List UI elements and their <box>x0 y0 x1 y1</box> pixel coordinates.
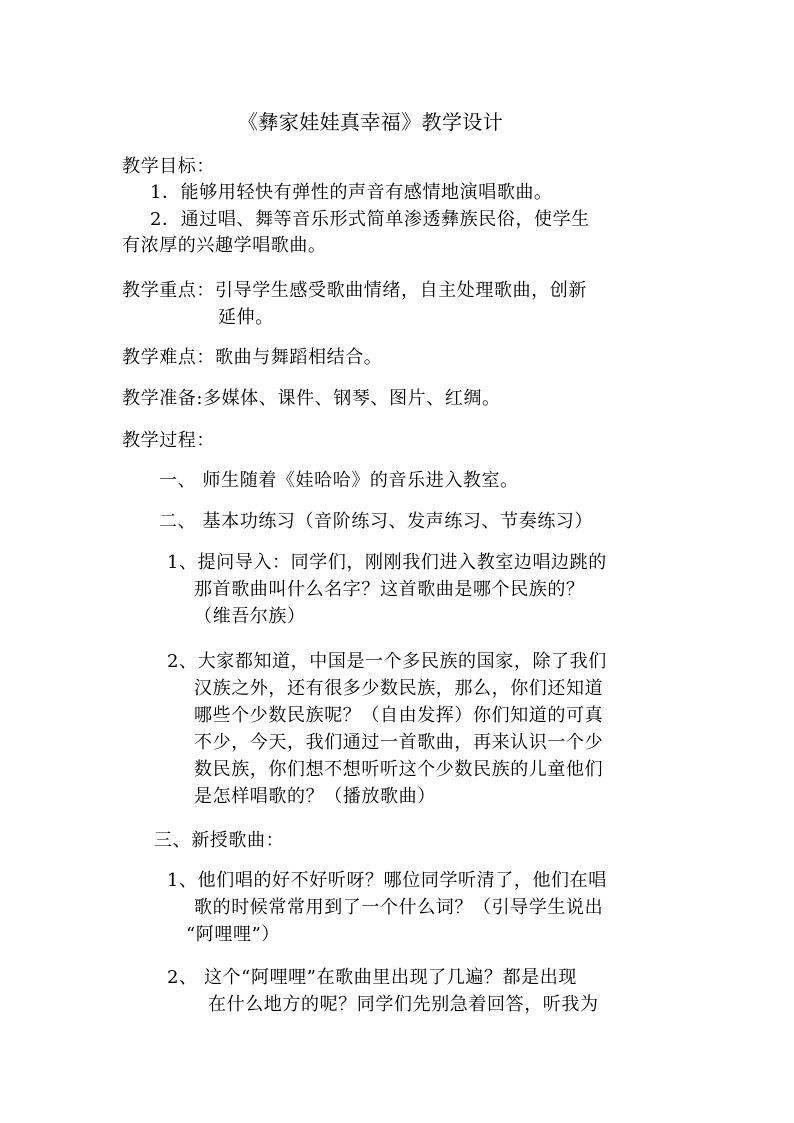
question-2-line-5: 数民族，你们想不想听听这个少数民族的儿童他们 <box>194 759 604 780</box>
new-song-1-line-1: 1、他们唱的好不好听呀？哪位同学听清了，他们在唱 <box>167 870 607 891</box>
question-2-line-4: 不少，今天，我们通过一首歌曲，再来认识一个少 <box>194 732 604 753</box>
goal-item-2-line-1: 2．通过唱、舞等音乐形式简单渗透彝族民俗，使学生 <box>150 209 590 230</box>
preparation-line: 教学准备:多媒体、课件、钢琴、图片、红绸。 <box>122 388 501 409</box>
question-1-line-3: （维吾尔族） <box>194 606 306 627</box>
process-step-1: 一、 师生随着《娃哈哈》的音乐进入教室。 <box>159 470 519 491</box>
process-step-2: 二、 基本功练习（音阶练习、发声练习、节奏练习） <box>159 511 594 532</box>
goal-item-1: 1．能够用轻快有弹性的声音有感情地演唱歌曲。 <box>150 182 553 203</box>
question-2-line-3: 哪些个少数民族呢？（自由发挥）你们知道的可真 <box>194 705 604 726</box>
key-points-line-2: 延伸。 <box>218 307 274 328</box>
question-1-line-1: 1、提问导入：同学们，刚刚我们进入教室边唱边跳的 <box>167 552 607 573</box>
question-2-line-1: 2、大家都知道，中国是一个多民族的国家，除了我们 <box>167 651 607 672</box>
new-song-2-line-1: 2、 这个“阿哩哩”在歌曲里出现了几遍？都是出现 <box>167 967 577 988</box>
question-2-line-2: 汉族之外，还有很多少数民族，那么，你们还知道 <box>194 678 604 699</box>
new-song-1-line-2: 歌的时候常常用到了一个什么词？（引导学生说出 <box>194 897 604 918</box>
document-title: 《彝家娃娃真幸福》教学设计 <box>238 110 504 134</box>
question-2-line-6: 是怎样唱歌的？（播放歌曲） <box>194 786 436 807</box>
new-song-2-line-2: 在什么地方的呢？同学们先别急着回答，听我为 <box>208 994 599 1015</box>
question-1-line-2: 那首歌曲叫什么名字？这首歌曲是哪个民族的？ <box>194 579 585 600</box>
process-step-3: 三、新授歌曲： <box>154 830 285 851</box>
difficulty-line: 教学难点：歌曲与舞蹈相结合。 <box>122 347 383 368</box>
new-song-1-line-3: “阿哩哩”） <box>186 924 281 945</box>
goals-label: 教学目标： <box>122 156 215 177</box>
key-points-line-1: 教学重点：引导学生感受歌曲情绪，自主处理歌曲，创新 <box>122 280 587 301</box>
goal-item-2-line-2: 有浓厚的兴趣学唱歌曲。 <box>122 235 327 256</box>
process-label: 教学过程： <box>122 430 215 451</box>
